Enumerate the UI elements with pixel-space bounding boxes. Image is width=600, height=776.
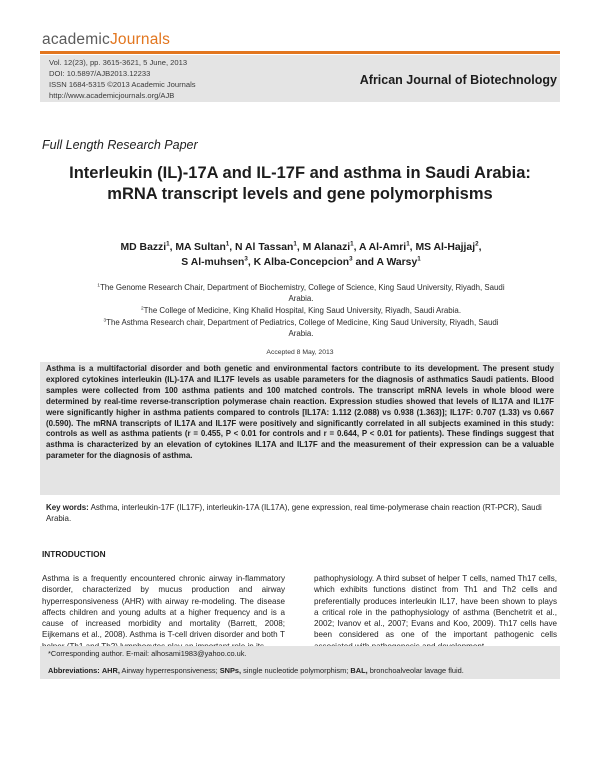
meta-url[interactable]: http://www.academicjournals.org/AJB: [49, 91, 175, 100]
abbreviations: Abbreviations: AHR, Airway hyperresponsiveness; SNPs, single nucleotide polymorphism; BAL, bronchoalveolar lavage fluid.: [48, 666, 464, 675]
journal-logo: [42, 31, 170, 49]
author: M Alanazi: [302, 242, 351, 253]
author: A Al-Amri: [359, 242, 407, 253]
accepted-date: Accepted 8 May, 2013: [266, 349, 334, 356]
paper-title: Interleukin (IL)-17A and IL-17F and asthma in Saudi Arabia: mRNA transcript levels and gene polymorphisms: [69, 164, 531, 203]
meta-doi: DOI: 10.5897/AJB2013.12233: [49, 69, 151, 78]
author: MD Bazzi: [120, 242, 167, 253]
affiliation-1: $^1$The Genome Research Chair, Department of Biochemistry, College of Science, King Saud University, Riyadh, Saudi Arabia.: [97, 283, 505, 303]
keywords-text: Asthma, interleukin-17F (IL17F), interleukin-17A (IL17A), gene expression, real time-polymerase chain reaction (RT-PCR), Saudi Arabia.: [46, 503, 542, 523]
paper-type: Full Length Research Paper: [42, 138, 198, 152]
publication-meta: [49, 57, 196, 101]
journal-name: African Journal of Biotechnology: [359, 73, 557, 87]
author-line-1: MD Bazzi$^1$, MA Sultan$^1$, N Al Tassan$^1$, M Alanazi$^1$, A Al-Amri$^1$, MS Al-Hajjaj$^2$,: [120, 240, 482, 253]
author-list: [56, 240, 546, 270]
author: MA Sultan: [175, 242, 226, 253]
author: K Alba-Concepcion: [253, 257, 350, 268]
meta-volume: Vol. 12(23), pp. 3615-3621, 5 June, 2013: [49, 58, 188, 67]
keywords: [46, 503, 554, 525]
logo-journals: Journals: [109, 31, 171, 48]
corresponding-author: *Corresponding author. E-mail: alhosami1983@yahoo.co.uk.: [48, 649, 247, 658]
author-line-2: S Al-muhsen$^3$, K Alba-Concepcion$^3$ and A Warsy$^1$: [181, 255, 421, 268]
affiliation-2: $^2$The College of Medicine, King Khalid Hospital, King Saud University, Riyadh, Saudi Arabia.: [140, 306, 462, 315]
introduction-heading: INTRODUCTION: [42, 549, 106, 559]
keywords-label: Key words:: [46, 503, 89, 512]
author: MS Al-Hajjaj: [415, 242, 476, 253]
author: A Warsy: [376, 257, 418, 268]
affiliation-3: $^3$The Asthma Research chair, Department of Pediatrics, College of Medicine, King Saud University, Riyadh, Saudi Arabia.: [103, 318, 499, 338]
header-accent-bar: [40, 51, 560, 54]
meta-issn: ISSN 1684-5315 ©2013 Academic Journals: [49, 80, 196, 89]
author: N Al Tassan: [235, 242, 294, 253]
abstract-text: Asthma is a multifactorial disorder and both genetic and environmental factors contribute to its development. The present study explored cytokines interleukin (IL)-17A and IL17F levels as usable parameters for the diagnosis of asthmatics Saudi patients. Blood samples were collected from 100 asthma patients and 100 matched controls. The transcript mRNA levels in whole blood were determined by real-time reverse-transcription polymerase chain reaction. Expression studies showed that levels of IL17A and IL17F were significantly higher in asthma patients compared to controls [IL17A: 1.112 (2.088) vs 0.938 (1.363)]; IL17F: 0.707 (1.33) vs 0.667 (0.590). The mRNA transcripts of IL17A and IL17F were positively and significantly correlated in all subjects examined in this study: controls as well as asthma patients (r = 0.455, P < 0.01 for controls and r = 0.644, P < 0.01 for patients). These findings suggest that asthma is characterized by an elevation of cytokines IL17A and IL17F and the measurement of their expression can be a valuable parameter for the diagnosis of asthma.: [46, 364, 554, 461]
body-left-column: Asthma is a frequently encountered chronic airway in-flammatory disorder, characterized by mucus production and airway hyperresponsiveness (AHR) with airway re-modeling. The disease affects children and young adults at a higher frequency and is a cause of increased morbidity and mortality (Barrett, 2008; Eijkemans et al., 2008). Asthma is T-cell driven disorder and both T: [42, 574, 285, 640]
abbreviations-label: Abbreviations:: [48, 666, 100, 675]
logo-academic: academic: [42, 31, 110, 48]
author: S Al-muhsen: [181, 257, 245, 268]
body-right-column: pathophysiology. A third subset of helper T cells, named Th17 cells, which exhibits functions distinct from Th1 and Th2 cells and preferentially produces interleukin IL17, have been shown to plays a critical role in the pathophysiology of asthma (Benchetrit et al., 2002; Ivanov et al., 2007; Evans and Koo, 2009). Th17 cells have been considered as one of the important pathogenic cells: [314, 574, 557, 640]
